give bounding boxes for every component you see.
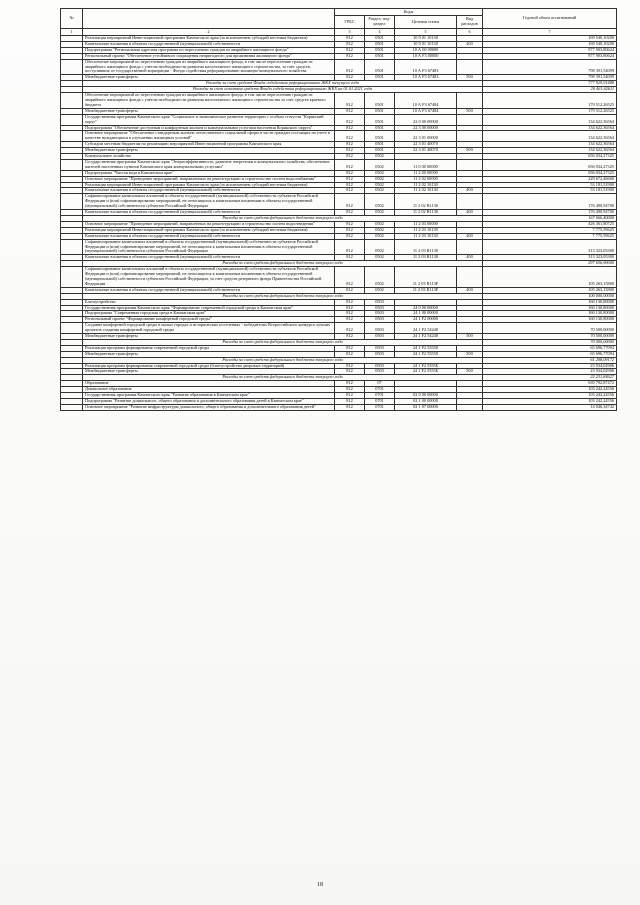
row-exp-type: 400 bbox=[457, 233, 483, 239]
row-name: Основное мероприятие "Проведение мероприятий, направленных на реконструкцию и строительство систем водоснабжения" bbox=[83, 176, 335, 182]
note-sum: 61 208,09172 bbox=[483, 357, 617, 363]
row-grbs: 812 bbox=[335, 345, 365, 351]
row-article: 11 2 02 R1130 bbox=[395, 210, 457, 216]
row-name: Межбюджетные трансферты bbox=[83, 334, 335, 340]
row-name: Коммунальное хозяйство bbox=[83, 154, 335, 160]
row-article: 11 2 03 00000 bbox=[395, 221, 457, 227]
row-section: 0502 bbox=[365, 154, 395, 160]
row-section: 0502 bbox=[365, 255, 395, 261]
row-article: 11 2 02 10130 bbox=[395, 182, 457, 188]
row-name: Межбюджетные трансферты bbox=[83, 108, 335, 114]
row-name: Благоустройство bbox=[83, 299, 335, 305]
row-sum: 7 775,59625 bbox=[483, 227, 617, 233]
row-section: 0502 bbox=[365, 170, 395, 176]
row-exp-type: 500 bbox=[457, 108, 483, 114]
row-sum: 656 034,27325 bbox=[483, 154, 617, 160]
row-name: Капитальные вложения в объекты государственной (муниципальной) собственности bbox=[83, 41, 335, 47]
row-exp-type bbox=[457, 59, 483, 75]
row-num-cell bbox=[61, 159, 83, 170]
row-sum: 798 391,54099 bbox=[483, 59, 617, 75]
row-num-cell bbox=[61, 59, 83, 75]
row-grbs: 812 bbox=[335, 125, 365, 131]
header-grbs: ГРБС bbox=[335, 16, 365, 29]
row-name: Капитальные вложения в объекты государственной (муниципальной) собственности bbox=[83, 255, 335, 261]
header-sum: Годовой объем ассигнований bbox=[483, 9, 617, 29]
table-row bbox=[61, 194, 617, 210]
note-text: Расходы за счет средств федерального бюджета текущего года bbox=[83, 293, 483, 299]
row-article: 22 0 00 00000 bbox=[395, 114, 457, 125]
row-sum: 313 323,05300 bbox=[483, 239, 617, 255]
row-sum: 656 034,27325 bbox=[483, 159, 617, 170]
row-section: 0503 bbox=[365, 363, 395, 369]
budget-table-body bbox=[61, 36, 617, 411]
row-exp-type bbox=[457, 93, 483, 109]
header-name bbox=[83, 9, 335, 29]
row-section: 0503 bbox=[365, 334, 395, 340]
row-num-cell bbox=[61, 93, 83, 109]
row-article: 24 1 F2 54240 bbox=[395, 334, 457, 340]
row-article: 24 1 F2 5555Б bbox=[395, 363, 457, 369]
row-grbs: 812 bbox=[335, 159, 365, 170]
row-grbs: 812 bbox=[335, 176, 365, 182]
row-sum: 70 500,00000 bbox=[483, 334, 617, 340]
header-codes: Коды bbox=[335, 9, 483, 16]
row-sum: 229 672,46600 bbox=[483, 176, 617, 182]
row-sum: 160 130,80000 bbox=[483, 317, 617, 323]
row-sum: 160 130,80000 bbox=[483, 305, 617, 311]
row-grbs: 812 bbox=[335, 47, 365, 53]
row-name: Подпрограмма "Современная городская среда в Камчатском крае" bbox=[83, 311, 335, 317]
row-name: Основное мероприятие "Развитие инфраструктуры дошкольного, общего образования и дополнительного образования детей" bbox=[83, 404, 335, 410]
row-article: 02 0 00 00000 bbox=[395, 393, 457, 399]
row-grbs: 812 bbox=[335, 53, 365, 59]
row-section: 0502 bbox=[365, 188, 395, 194]
row-section: 0501 bbox=[365, 131, 395, 142]
row-name: Реализация мероприятий Инвестиционной программы Камчатского края (за исключением субсидий местным бюджетам) bbox=[83, 36, 335, 42]
row-section: 0503 bbox=[365, 323, 395, 334]
row-name: Региональный проект "Формирование комфортной городской среды" bbox=[83, 317, 335, 323]
table-row bbox=[61, 59, 617, 75]
row-sum: 134 622,36564 bbox=[483, 148, 617, 154]
row-article: 22 3 01 40070 bbox=[395, 142, 457, 148]
row-grbs: 812 bbox=[335, 351, 365, 357]
row-article: 02 1 07 00000 bbox=[395, 404, 457, 410]
note-sum: 20 461,62611 bbox=[483, 87, 617, 93]
table-row bbox=[61, 114, 617, 125]
header-section: Раздел, под-раздел bbox=[365, 16, 395, 29]
row-grbs: 812 bbox=[335, 334, 365, 340]
row-article: 24 1 F2 55550 bbox=[395, 351, 457, 357]
row-exp-type: 500 bbox=[457, 369, 483, 375]
row-num-cell bbox=[61, 131, 83, 142]
row-grbs: 812 bbox=[335, 142, 365, 148]
note-sum: 167 666,40000 bbox=[483, 216, 617, 222]
header-index-cell: 1 bbox=[61, 29, 83, 36]
row-grbs: 812 bbox=[335, 399, 365, 405]
row-section: 0503 bbox=[365, 305, 395, 311]
row-grbs: 812 bbox=[335, 221, 365, 227]
row-grbs: 812 bbox=[335, 311, 365, 317]
row-sum: 977 903,80624 bbox=[483, 53, 617, 59]
row-article: 10 А F3 00000 bbox=[395, 53, 457, 59]
row-section: 0502 bbox=[365, 233, 395, 239]
row-name: Региональный проект "Обеспечение устойчивого сокращения непригодного для проживания жилищного фонда" bbox=[83, 53, 335, 59]
row-grbs: 812 bbox=[335, 299, 365, 305]
row-grbs: 812 bbox=[335, 255, 365, 261]
row-name: Государственная программа Камчатского края "Энергоэффективность, развитие энергетики и коммунального хозяйства, обеспечение жителей населенных пунктов Камчатского края коммунальными услугами" bbox=[83, 159, 335, 170]
row-sum: 70 500,00000 bbox=[483, 323, 617, 334]
row-grbs: 812 bbox=[335, 233, 365, 239]
row-sum: 14 046,34742 bbox=[483, 404, 617, 410]
row-name: Дошкольное образование bbox=[83, 387, 335, 393]
row-name: Подпрограмма "Региональная адресная программа по переселению граждан из аварийного жилищного фонда" bbox=[83, 47, 335, 53]
row-sum: 53 181,51900 bbox=[483, 182, 617, 188]
row-sum: 105 263,15800 bbox=[483, 287, 617, 293]
row-article: 24 0 00 00000 bbox=[395, 305, 457, 311]
row-section: 0701 bbox=[365, 404, 395, 410]
row-section: 0502 bbox=[365, 194, 395, 210]
row-exp-type bbox=[457, 239, 483, 255]
row-grbs: 812 bbox=[335, 170, 365, 176]
row-section: 0502 bbox=[365, 182, 395, 188]
row-name: Реализация программ формирования современной городской среды bbox=[83, 345, 335, 351]
row-name: Капитальные вложения в объекты государственной (муниципальной) собственности bbox=[83, 210, 335, 216]
note-sum: 70 000,00000 bbox=[483, 339, 617, 345]
row-sum: 7 775,59625 bbox=[483, 233, 617, 239]
header-num: № bbox=[61, 9, 83, 29]
table-row bbox=[61, 93, 617, 109]
row-sum: 169 540,10200 bbox=[483, 41, 617, 47]
header-index-cell: 3 bbox=[335, 29, 365, 36]
row-name: Капитальные вложения в объекты государственной (муниципальной) собственности bbox=[83, 233, 335, 239]
row-exp-type: 400 bbox=[457, 188, 483, 194]
row-section: 0501 bbox=[365, 125, 395, 131]
row-article: 11 2 03 R1130 bbox=[395, 255, 457, 261]
row-sum: 105 263,15800 bbox=[483, 267, 617, 288]
note-text: Расходы за счет средств Фонда содействия реформированию ЖКХ текущего года bbox=[83, 81, 483, 87]
row-grbs: 812 bbox=[335, 363, 365, 369]
row-grbs: 812 bbox=[335, 182, 365, 188]
row-grbs: 812 bbox=[335, 381, 365, 387]
row-num-cell bbox=[61, 194, 83, 210]
row-sum: 977 903,80624 bbox=[483, 47, 617, 53]
row-article: 10 9 01 10130 bbox=[395, 41, 457, 47]
row-article: 24 1 F2 54240 bbox=[395, 323, 457, 334]
row-section: 0701 bbox=[365, 387, 395, 393]
row-name: Создание комфортной городской среды в малых городах и исторических поселениях - победителях Всероссийского конкурса лучших проектов создания комфортной городской среды bbox=[83, 323, 335, 334]
row-grbs: 812 bbox=[335, 387, 365, 393]
row-num-cell bbox=[61, 239, 83, 255]
row-section: 0503 bbox=[365, 369, 395, 375]
row-name: Капитальные вложения в объекты государственной (муниципальной) собственности bbox=[83, 287, 335, 293]
table-row bbox=[61, 404, 617, 410]
row-name: Государственная программа Камчатского края "Социальное и экономическое развитие территории с особым статусом "Корякский округ" bbox=[83, 114, 335, 125]
header-exp: Вид расходов bbox=[457, 16, 483, 29]
row-name: Реализация мероприятий Инвестиционной программы Камчатского края (за исключением субсидий местным бюджетам) bbox=[83, 227, 335, 233]
note-sum: 297 656,90000 bbox=[483, 261, 617, 267]
row-article: 11 2 00 00000 bbox=[395, 170, 457, 176]
row-name: Обеспечение мероприятий по переселению граждан из аварийного жилищного фонда, в том числе переселению граждан из аварийного жилищного фонда с учетом необходимости развития малоэтажного жилищного строительства, за счет средств, поступивших от государственной корпорации - Фонда содействия реформированию жилищно-коммунального хозяйства bbox=[83, 59, 335, 75]
row-grbs: 812 bbox=[335, 154, 365, 160]
row-grbs: 812 bbox=[335, 404, 365, 410]
row-section: 0503 bbox=[365, 345, 395, 351]
row-section: 0501 bbox=[365, 36, 395, 42]
row-name: Реализация мероприятий Инвестиционной программы Камчатского края (за исключением субсидий местным бюджетам) bbox=[83, 182, 335, 188]
row-name: Софинансирование капитальных вложений в объекты государственной (муниципальной) собственности субъектов Российской Федерации и (или) софинансирование мероприятий, не относящихся к капитальным вложениям в объекты государственной (муниципальной) собственности субъектов Российской Федерации bbox=[83, 239, 335, 255]
table-row bbox=[61, 239, 617, 255]
row-sum: 103 242,24556 bbox=[483, 399, 617, 405]
row-exp-type: 400 bbox=[457, 255, 483, 261]
row-grbs: 812 bbox=[335, 41, 365, 47]
row-section: 0501 bbox=[365, 41, 395, 47]
row-article: 24 1 00 00000 bbox=[395, 311, 457, 317]
row-grbs: 812 bbox=[335, 210, 365, 216]
row-name: Образование bbox=[83, 381, 335, 387]
row-section: 0502 bbox=[365, 159, 395, 170]
row-sum: 103 242,24556 bbox=[483, 393, 617, 399]
row-section: 0501 bbox=[365, 53, 395, 59]
row-grbs: 812 bbox=[335, 239, 365, 255]
row-section: 0502 bbox=[365, 239, 395, 255]
row-exp-type: 400 bbox=[457, 41, 483, 47]
row-exp-type bbox=[457, 267, 483, 288]
row-grbs: 812 bbox=[335, 369, 365, 375]
header-index-cell: 2 bbox=[83, 29, 335, 36]
table-row bbox=[61, 267, 617, 288]
row-exp-type bbox=[457, 131, 483, 142]
row-num-cell bbox=[61, 323, 83, 334]
row-num-cell bbox=[61, 267, 83, 288]
row-name: Субсидии местным бюджетам на реализацию мероприятий Инвестиционной программы Камчатского края bbox=[83, 142, 335, 148]
row-sum: 169 540,10200 bbox=[483, 36, 617, 42]
row-article: 22 3 00 00000 bbox=[395, 125, 457, 131]
note-sum: 100 000,00000 bbox=[483, 293, 617, 299]
row-grbs: 812 bbox=[335, 75, 365, 81]
row-section: 0501 bbox=[365, 108, 395, 114]
row-grbs: 812 bbox=[335, 227, 365, 233]
row-grbs: 812 bbox=[335, 36, 365, 42]
row-section: 0502 bbox=[365, 176, 395, 182]
note-text: Расходы за счет средств федерального бюджета текущего года bbox=[83, 339, 483, 345]
row-exp-type bbox=[457, 114, 483, 125]
note-text: Расходы за счет средств федерального бюджета текущего года bbox=[83, 261, 483, 267]
row-exp-type: 500 bbox=[457, 351, 483, 357]
row-grbs: 812 bbox=[335, 267, 365, 288]
row-article: 11 2 02 00000 bbox=[395, 176, 457, 182]
row-name: Подпрограмма "Развитие дошкольного, общего образования и дополнительного образования детей в Камчатском крае" bbox=[83, 399, 335, 405]
row-name: Софинансирование капитальных вложений в объекты государственной (муниципальной) собственности субъектов Российской Федерации и (или) софинансирование мероприятий, не относящихся к капитальным вложениям в объекты государственной (муниципальной) собственности субъектов Российской Федерации bbox=[83, 194, 335, 210]
row-name: Государственная программа Камчатского края "Формирование современной городской среды в Камчатском крае" bbox=[83, 305, 335, 311]
row-name: Софинансирование капитальных вложений в объекты государственной (муниципальной) собственности субъектов Российской Федерации и (или) софинансирование мероприятий, не относящихся к капитальным вложениям в объекты государственной (муниципальной) собственности субъектов Российской Федерации, за счет средств резервного фонда Правительства Российской Федерации bbox=[83, 267, 335, 288]
row-exp-type: 500 bbox=[457, 75, 483, 81]
row-section: 0501 bbox=[365, 114, 395, 125]
note-text: Расходы за счет остатков средств Фонда содействия реформированию ЖКХ на 01.01.2021 года bbox=[83, 87, 483, 93]
row-name: Основное мероприятие "Проведение мероприятий, направленных на реконструкцию и строительство систем водоотведения" bbox=[83, 221, 335, 227]
row-sum: 134 622,36564 bbox=[483, 131, 617, 142]
row-grbs: 812 bbox=[335, 108, 365, 114]
note-sum: 22 231,84627 bbox=[483, 375, 617, 381]
row-section: 0501 bbox=[365, 47, 395, 53]
row-name: Межбюджетные трансферты bbox=[83, 148, 335, 154]
row-sum: 426 361,80725 bbox=[483, 221, 617, 227]
row-section: 0501 bbox=[365, 59, 395, 75]
row-name: Обеспечение мероприятий по переселению граждан из аварийного жилищного фонда, в том числе переселению граждан из аварийного жилищного фонда с учетом необходимости развития малоэтажного жилищного строительства за счет средств краевого бюджета bbox=[83, 93, 335, 109]
row-section: 0503 bbox=[365, 317, 395, 323]
row-sum: 23 934,02906 bbox=[483, 363, 617, 369]
row-name: Основное мероприятие "Обеспечение стандартным жильем отечественного социальной сферы в части граждан состоящих на учете в качестве нуждающихся в улучшении жилищных условий" bbox=[83, 131, 335, 142]
row-article: 10 А F3 67483 bbox=[395, 75, 457, 81]
row-exp-type: 400 bbox=[457, 210, 483, 216]
row-article: 24 1 F2 5555Б bbox=[395, 369, 457, 375]
header-index-cell: 5 bbox=[395, 29, 457, 36]
row-sum: 134 622,36564 bbox=[483, 114, 617, 125]
row-sum: 798 391,54099 bbox=[483, 75, 617, 81]
row-grbs: 812 bbox=[335, 148, 365, 154]
row-grbs: 812 bbox=[335, 114, 365, 125]
row-name: Межбюджетные трансферты bbox=[83, 369, 335, 375]
row-name: Подпрограмма "Чистая вода в Камчатском крае" bbox=[83, 170, 335, 176]
row-name: Капитальные вложения в объекты государственной (муниципальной) собственности bbox=[83, 188, 335, 194]
row-article: 22 3 01 40070 bbox=[395, 148, 457, 154]
row-exp-type bbox=[457, 194, 483, 210]
page-number: 18 bbox=[317, 882, 323, 888]
row-grbs: 812 bbox=[335, 323, 365, 334]
header-index-row bbox=[61, 29, 617, 36]
row-grbs: 812 bbox=[335, 194, 365, 210]
row-article: 10 А 00 00000 bbox=[395, 47, 457, 53]
row-sum: 179 512,26525 bbox=[483, 108, 617, 114]
row-article: 11 2 03 R113F bbox=[395, 287, 457, 293]
row-name: Межбюджетные трансферты bbox=[83, 351, 335, 357]
row-section: 0501 bbox=[365, 75, 395, 81]
row-name: Межбюджетные трансферты bbox=[83, 75, 335, 81]
row-exp-type: 500 bbox=[457, 148, 483, 154]
row-section: 0502 bbox=[365, 221, 395, 227]
row-grbs: 812 bbox=[335, 305, 365, 311]
row-sum: 65 696,77094 bbox=[483, 351, 617, 357]
row-section: 0502 bbox=[365, 287, 395, 293]
row-sum: 23 934,02906 bbox=[483, 369, 617, 375]
row-exp-type bbox=[457, 404, 483, 410]
header-index-cell: 7 bbox=[483, 29, 617, 36]
row-grbs: 812 bbox=[335, 59, 365, 75]
row-article: 10 А F3 67483 bbox=[395, 59, 457, 75]
row-sum: 179 512,26525 bbox=[483, 93, 617, 109]
row-article: 11 2 03 10130 bbox=[395, 233, 457, 239]
row-article: 11 2 02 10130 bbox=[395, 188, 457, 194]
row-grbs: 812 bbox=[335, 93, 365, 109]
row-section: 0502 bbox=[365, 267, 395, 288]
row-sum: 313 323,05300 bbox=[483, 255, 617, 261]
row-sum: 639 792,87472 bbox=[483, 381, 617, 387]
row-name: Реализация программ формирования современной городской среды (благоустройство дворовых территорий) bbox=[83, 363, 335, 369]
row-section: 0701 bbox=[365, 393, 395, 399]
row-sum: 134 622,36564 bbox=[483, 125, 617, 131]
row-sum: 65 696,77094 bbox=[483, 345, 617, 351]
row-article: 10 9 01 10130 bbox=[395, 36, 457, 42]
row-article: 02 1 00 00000 bbox=[395, 399, 457, 405]
row-article: 10 А F3 67484 bbox=[395, 108, 457, 114]
row-article: 11 2 02 R1130 bbox=[395, 194, 457, 210]
row-section: 0503 bbox=[365, 299, 395, 305]
row-sum: 656 034,27325 bbox=[483, 170, 617, 176]
row-section: 0501 bbox=[365, 142, 395, 148]
row-num-cell bbox=[61, 114, 83, 125]
note-text: Расходы за счет средств федерального бюджета текущего года bbox=[83, 216, 483, 222]
row-name: Подпрограмма "Обеспечение доступным и комфортным жильем и коммунальными услугами населения Корякского округа" bbox=[83, 125, 335, 131]
row-grbs: 812 bbox=[335, 287, 365, 293]
row-section: 0501 bbox=[365, 93, 395, 109]
row-article: 24 1 F2 00000 bbox=[395, 317, 457, 323]
row-sum: 53 181,51900 bbox=[483, 188, 617, 194]
row-exp-type: 400 bbox=[457, 287, 483, 293]
row-article: 11 2 03 R1130 bbox=[395, 239, 457, 255]
row-grbs: 812 bbox=[335, 131, 365, 142]
row-exp-type bbox=[457, 159, 483, 170]
row-section: 0701 bbox=[365, 399, 395, 405]
row-exp-type bbox=[457, 323, 483, 334]
row-article: 22 3 01 00000 bbox=[395, 131, 457, 142]
header-article: Целевая статья bbox=[395, 16, 457, 29]
row-sum: 176 490,94700 bbox=[483, 194, 617, 210]
row-exp-type: 500 bbox=[457, 334, 483, 340]
row-sum: 134 622,36564 bbox=[483, 142, 617, 148]
table-row bbox=[61, 159, 617, 170]
note-text: Расходы за счет средств федерального бюджета текущего года bbox=[83, 375, 483, 381]
row-grbs: 812 bbox=[335, 317, 365, 323]
row-section: 0501 bbox=[365, 148, 395, 154]
row-article: 11 2 03 R113F bbox=[395, 267, 457, 288]
row-section: 0502 bbox=[365, 227, 395, 233]
row-article: 24 1 F2 55550 bbox=[395, 345, 457, 351]
row-section: 0502 bbox=[365, 210, 395, 216]
header-index-cell: 6 bbox=[457, 29, 483, 36]
row-article: 10 А F3 67484 bbox=[395, 93, 457, 109]
note-text: Расходы за счет средств федерального бюджета текущего года bbox=[83, 357, 483, 363]
budget-table bbox=[60, 8, 617, 411]
row-grbs: 812 bbox=[335, 393, 365, 399]
row-sum: 160 130,80000 bbox=[483, 299, 617, 305]
row-num-cell bbox=[61, 404, 83, 410]
header-index-cell: 4 bbox=[365, 29, 395, 36]
row-sum: 103 242,24556 bbox=[483, 387, 617, 393]
row-section: 0503 bbox=[365, 311, 395, 317]
row-sum: 176 490,94700 bbox=[483, 210, 617, 216]
table-row bbox=[61, 323, 617, 334]
note-sum: 777 929,91488 bbox=[483, 81, 617, 87]
row-article: 11 2 03 10130 bbox=[395, 227, 457, 233]
row-name: Государственная программа Камчатского края "Развитие образования в Камчатском крае" bbox=[83, 393, 335, 399]
table-row bbox=[61, 131, 617, 142]
row-sum: 160 130,80000 bbox=[483, 311, 617, 317]
row-section: 07 bbox=[365, 381, 395, 387]
row-grbs: 812 bbox=[335, 188, 365, 194]
row-section: 0503 bbox=[365, 351, 395, 357]
row-article: 11 0 00 00000 bbox=[395, 159, 457, 170]
